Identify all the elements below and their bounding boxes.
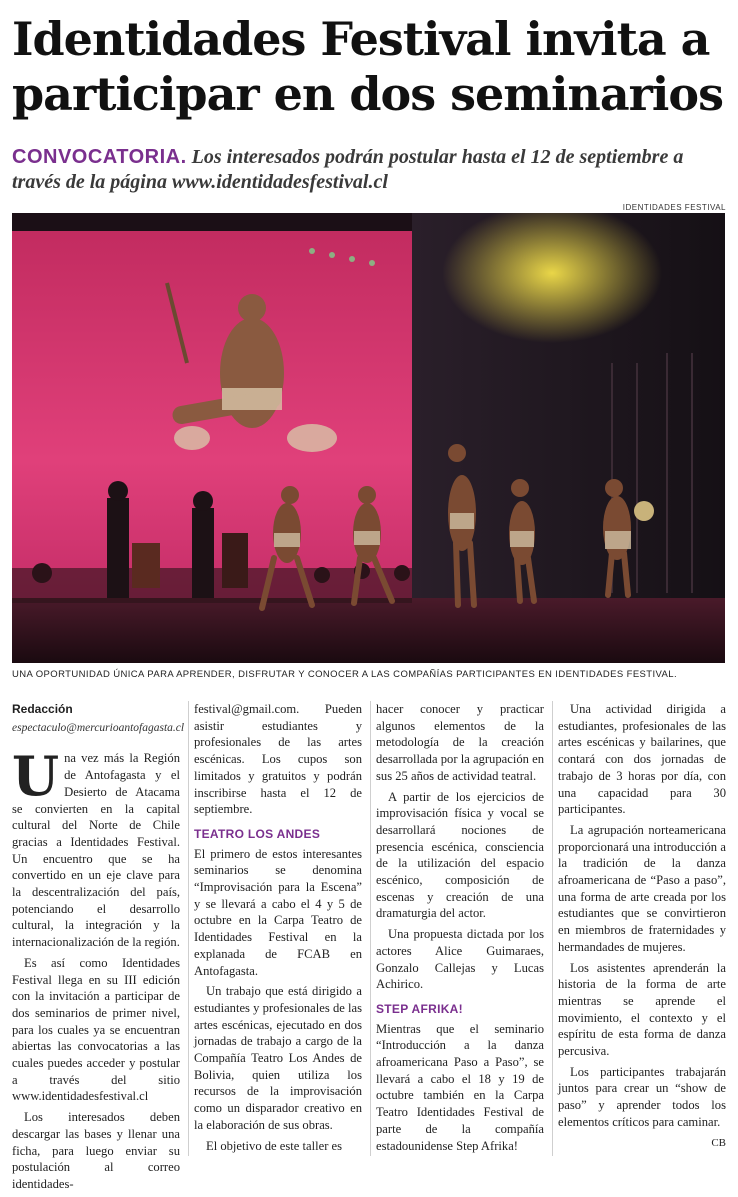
article-column-2 [194,701,362,1158]
subheading-step-afrika: STEP AFRIKA! [376,1001,463,1016]
paragraph: Una vez más la Región de Antofagasta y el Desierto de Atacama se convierten en la capital cultural del Norte de Chile gracias a Identidades Festival. Un encuentro que se ha convertido en un eje clave para la descentralización del país, potenciando el desarrollo cultural, la integración y la internacionalización de la región. [12,744,180,950]
paragraph: Mientras que el seminario “Introducción a la danza afroamericana Paso a Paso”, se llevará a cabo el 18 y 19 de octubre también en la Carpa Teatro Identidades Festival de parte de la compañía estadounidense Step Afrika! [376,1021,544,1153]
article-column-3 [376,701,544,1158]
drop-cap: U [12,744,60,809]
paragraph: Es así como Identidades Festival llega en su III edición con la invitación a participar de dos seminarios de primer nivel, para los cuales ya se encuentran abiertas las convocatorias a las cuales puedes acceder y postular a través del sitio www.identidadesfestival.cl [12,955,180,1104]
lead-text: Los interesados podrán postular hasta el 12 de septiembre a través de la página www.identidadesfestival.cl [12,146,684,193]
subheading-teatro-los-andes: TEATRO LOS ANDES [194,826,321,841]
article-column-4 [558,701,726,1151]
paragraph: A partir de los ejercicios de improvisación física y vocal se desarrollará nociones de presencia escénica, consciencia de la utilización del espacio escénico, composición de escenas y creación de una dramaturgia del actor. [376,789,544,921]
stage-photo [12,213,725,663]
byline: Redacción [12,702,73,716]
column-divider [188,701,189,1156]
author-email[interactable]: espectaculo@mercurioantofagasta.cl [12,721,185,734]
article-column-1 [12,701,185,1197]
end-mark: CB [711,1136,726,1149]
paragraph: Los interesados deben descargar las bases y llenar una ficha, para luego enviar su postulación al correo identidades- [12,1110,180,1191]
lead-paragraph [12,145,727,195]
paragraph: Una actividad dirigida a estudiantes, profesionales de las artes escénicas y bailarines, que contará con dos jornadas de trabajo de 3 horas por día, con una capacidad para 30 participantes. [558,702,726,817]
paragraph: Una propuesta dictada por los actores Alice Guimaraes, Gonzalo Callejas y Lucas Achirico. [376,927,544,992]
paragraph: La agrupación norteamericana proporcionará una introducción a la tradición de la danza afroamericana de “Paso a paso”, una forma de arte creada por los estudiantes que se convirtieron en miembros de fraternidades y hermandades de mujeres. [558,822,726,954]
paragraph: Un trabajo que está dirigido a estudiantes y profesionales de las artes escénicas, ejecutado en dos jornadas de trabajo a cargo de la Compañía Teatro Los Andes de Bolivia, quien utiliza los recursos de la improvisación como un disparador creativo en la elaboración de sus obras. [194,984,362,1132]
paragraph: Los participantes trabajarán juntos para crear un “show de paso” y aprender todos los elementos críticos para caminar. [558,1064,726,1129]
paragraph: El objetivo de este taller es [206,1138,343,1153]
paragraph: Los asistentes aprenderán la historia de la forma de arte mientras se aprende el movimiento, el contexto y el espíritu de esta forma de danza percusiva. [558,960,726,1059]
column-divider [370,701,371,1156]
photo-credit: IDENTIDADES FESTIVAL [622,203,726,212]
paragraph: El primero de estos interesantes seminarios se denomina “Improvisación para la Escena” y se llevará a cabo el 4 y 5 de octubre en la Carpa Teatro de Identidades Festival en la explanada de FCAB en Antofagasta. [194,846,362,978]
paragraph: festival@gmail.com. Pueden asistir estudiantes y profesionales de las artes escénicas. Los cupos son limitados y gratuitos y podrán inscribirse hasta el 12 de septiembre. [194,702,362,817]
paragraph: hacer conocer y practicar algunos elementos de la metodología de la creación desarrollada por la agrupación en sus 25 años de actividad teatral. [376,702,544,783]
headline: Identidades Festival invita a participar en dos seminarios [12,12,723,121]
photo-caption: UNA OPORTUNIDAD ÚNICA PARA APRENDER, DISFRUTAR Y CONOCER A LAS COMPAÑÍAS PARTICIPANTES EN IDENTIDADES FESTIVAL. [12,669,678,680]
column-divider [552,701,553,1156]
lead-tag: CONVOCATORIA. [12,146,187,168]
dancers-on-stage-illustration [12,213,725,663]
